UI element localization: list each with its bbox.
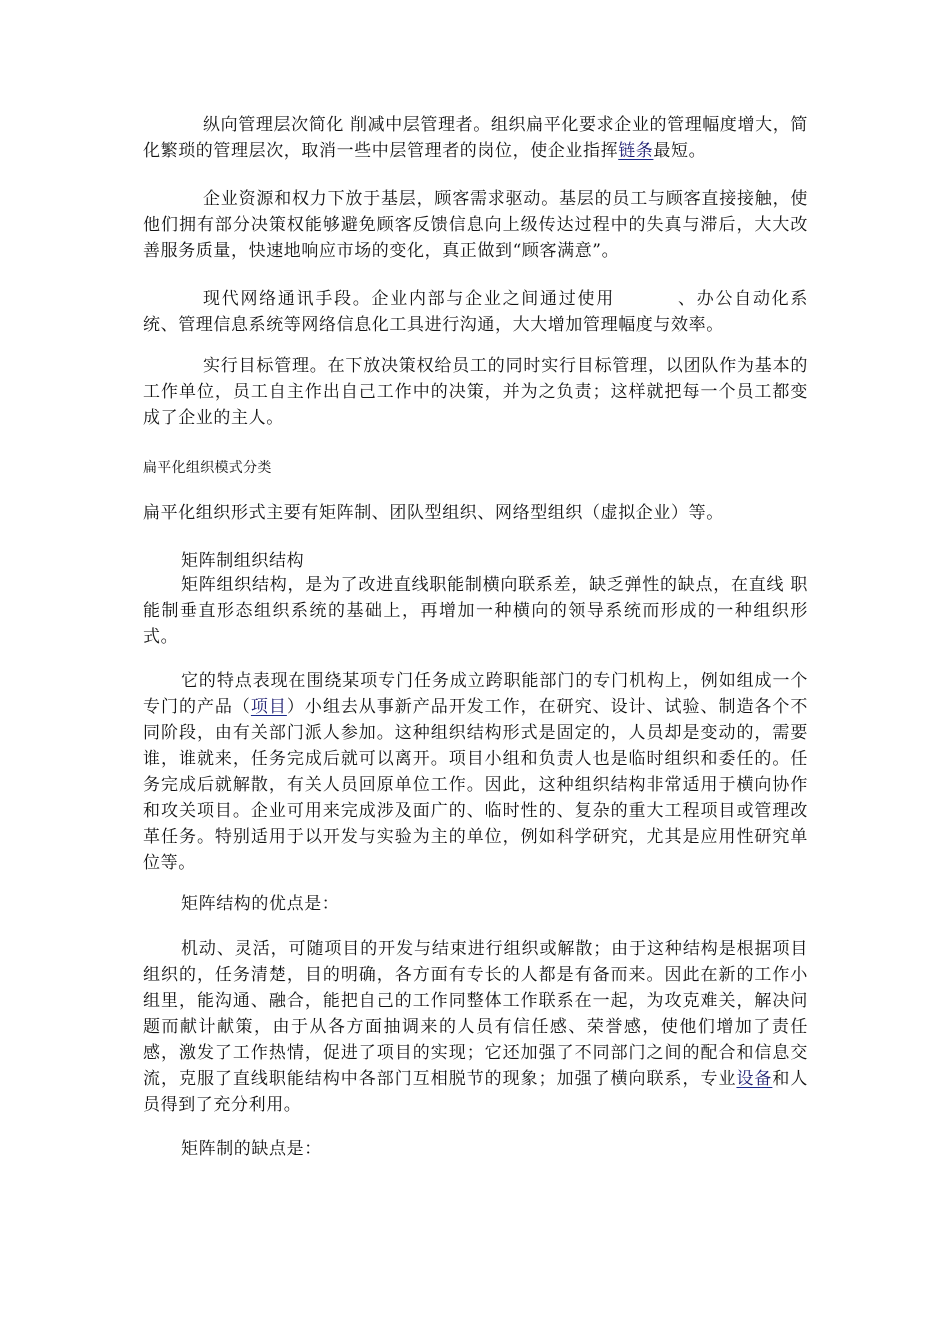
section-title: 扁平化组织模式分类 — [143, 460, 272, 476]
paragraph-matrix-features — [143, 668, 808, 876]
paragraph-text: 现代网络通讯手段。企业内部与企业之间通过使用 — [203, 289, 615, 309]
paragraph-text: 、办公自动化系统、管理信息系统等网络信息化工具进行沟通，大大增加管理幅度与效率。 — [143, 289, 809, 335]
paragraph-network-communication — [143, 286, 808, 338]
paragraph-text: 纵向管理层次简化 削减中层管理者。组织扁平化要求企业的管理幅度增大，简化繁琐的管理层次，取消一些中层管理者的岗位，使企业指挥 — [143, 115, 808, 161]
paragraph-decentralization: 企业资源和权力下放于基层，顾客需求驱动。基层的员工与顾客直接接触，使他们拥有部分决策权能够避免顾客反馈信息向上级传达过程中的失真与滞后，大大改善服务质量，快速地响应市场的变化，真正做到“顾客满意”。 — [143, 189, 808, 261]
paragraph-matrix-definition: 矩阵组织结构，是为了改进直线职能制横向联系差，缺乏弹性的缺点，在直线 职能制垂直形态组织系统的基础上，再增加一种横向的领导系统而形成的一种组织形式。 — [143, 575, 808, 647]
paragraph-flat-hierarchy — [143, 112, 808, 164]
subheading-disadvantages: 矩阵制的缺点是： — [181, 1139, 322, 1159]
paragraph-text: ）小组去从事新产品开发工作，在研究、设计、试验、制造各个不同阶段，由有关部门派人参加。这种组织结构形式是固定的，人员却是变动的，需要谁，谁就来，任务完成后就可以离开。项目小组和负责人也是临时组织和委任的。任务完成后就解散，有关人员回原单位工作。因此，这种组织结构非常适用于横向协作和攻关项目。企业可用来完成涉及面广的、临时性的、复杂的重大工程项目或管理改革任务。特别适用于以开发与实验为主的单位，例如科学研究，尤其是应用性研究单位等。 — [143, 697, 808, 873]
paragraph-text: 机动、灵活，可随项目的开发与结束进行组织或解散；由于这种结构是根据项目组织的，任务清楚，目的明确，各方面有专长的人都是有备而来。因此在新的工作小组里，能沟通、融合，能把自己的工作同整体工作联系在一起，为攻克难关，解决问题而献计献策，由于从各方面抽调来的人员有信任感、荣誉感，使他们增加了责任感，激发了工作热情，促进了项目的实现；它还加强了不同部门之间的配合和信息交流，克服了直线职能结构中各部门互相脱节的现象；加强了横向联系，专业 — [143, 939, 808, 1089]
paragraph-advantages — [143, 936, 808, 1118]
link-chain[interactable]: 链条 — [618, 141, 654, 161]
paragraph-text: 和人员得到了充分利用。 — [143, 1069, 808, 1115]
subheading-advantages: 矩阵结构的优点是： — [181, 894, 340, 914]
link-project[interactable]: 项目 — [250, 697, 287, 717]
link-equipment[interactable]: 设备 — [736, 1069, 773, 1089]
subheading-matrix-structure: 矩阵制组织结构 — [181, 551, 305, 571]
paragraph-text: 最短。 — [653, 141, 707, 161]
paragraph-text: 它的特点表现在围绕某项专门任务成立跨职能部门的专门机构上，例如组成一个专门的产品（ — [143, 671, 808, 717]
paragraph-org-forms: 扁平化组织形式主要有矩阵制、团队型组织、网络型组织（虚拟企业）等。 — [143, 503, 724, 523]
paragraph-objective-management: 实行目标管理。在下放决策权给员工的同时实行目标管理，以团队作为基本的工作单位，员工自主作出自己工作中的决策，并为之负责；这样就把每一个员工都变成了企业的主人。 — [143, 356, 808, 428]
